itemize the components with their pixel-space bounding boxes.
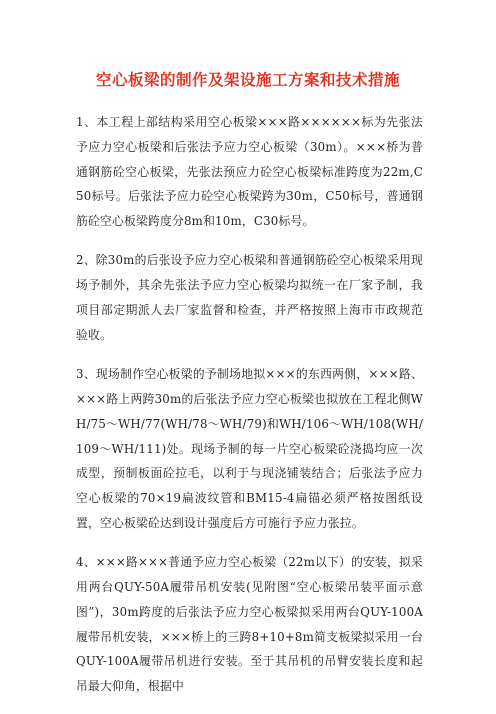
paragraph-1: 1、本工程上部结构采用空心板梁×××路××××××标为先张法予应力空心板梁和后张法予应力空心板梁（30m）。×××桥为普通钢筋砼空心板梁，先张法预应力砼空心板梁标准跨度为22m,C50标号。后张法予应力砼空心板梁跨为30m，C50标号，普通钢筋砼空心板梁跨度分8m和10m，C30标号。: [76, 115, 423, 229]
paragraph-3: 3、现场制作空心板梁的予制场地拟×××的东西两侧，×××路、×××路上两跨30m的后张法予应力空心板梁也拟放在工程北侧WH/75～WH/77(WH/78～WH/79)和WH/106～WH/108(WH/109～WH/111)处。现场予制的每一片空心板梁砼浇捣均应一次成型，预制板面砼拉毛，以利于与现浇铺装结合；后张法予应力空心板梁的70×19扁波纹管和BM15-4扁锚必须严格按图纸设置，空心板梁砼达到设计强度后方可施行予应力张拉。: [76, 367, 423, 530]
document-body: [76, 110, 423, 714]
paragraph-4: 4、×××路×××普通予应力空心板梁（22m以下）的安装，拟采用两台QUY-50A履带吊机安装(见附图“空心板梁吊装平面示意图”)，30m跨度的后张法予应力空心板梁拟采用两台QUY-100A履带吊机安装，×××桥上的三跨8+10+8m简支板梁拟采用一台QUY-100A履带吊机进行安装。至于其吊机的吊臂安装长度和起吊最大仰角，根据中: [76, 555, 423, 694]
document-title: 空心板梁的制作及架设施工方案和技术措施: [95, 71, 400, 89]
paragraph-2: 2、除30m的后张设予应力空心板梁和普通钢筋砼空心板梁采用现场予制外，其余先张法予应力空心板梁均拟统一在厂家予制，我项目部定期派人去厂家监督和检查，并严格按照上海市市政规范验收。: [76, 253, 423, 342]
